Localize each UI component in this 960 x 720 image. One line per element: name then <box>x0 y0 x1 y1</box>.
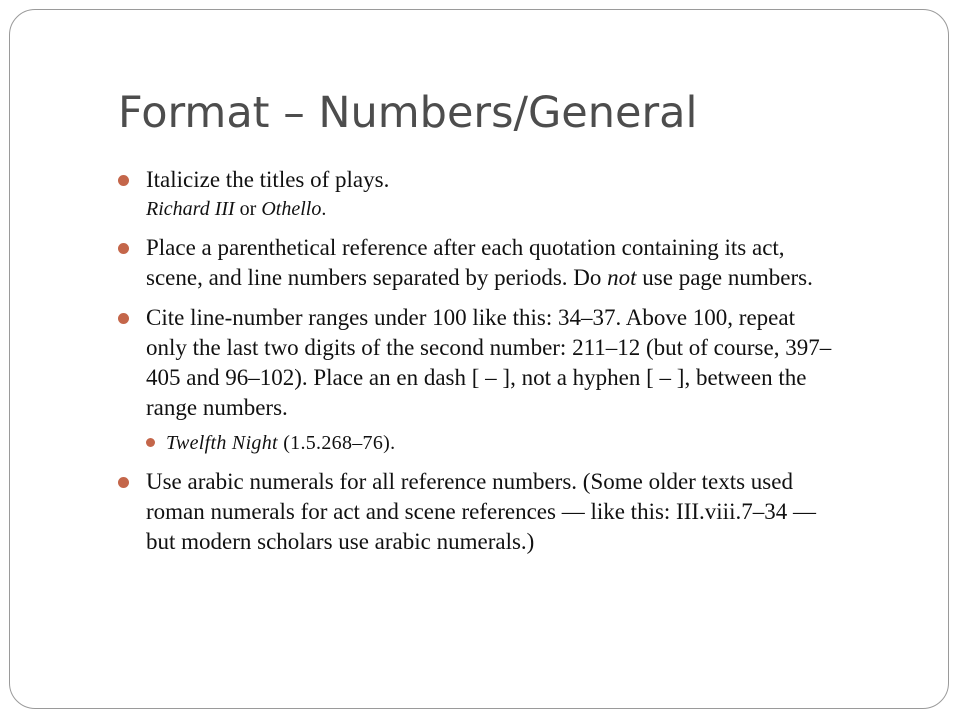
play-title-richard: Richard III <box>146 198 235 220</box>
bullet-dot-icon <box>118 477 129 488</box>
bullet-list <box>118 165 838 557</box>
bullet-italicize-titles <box>118 165 838 223</box>
bullet-parenthetical-reference <box>118 233 838 293</box>
sub-bullet-list <box>146 429 838 457</box>
bullet-joiner: or <box>234 198 262 220</box>
bullet-text: Cite line-number ranges under 100 like this: 34–37. Above 100, repeat only the last two digits of the second number: 211–12 (but of course, 397–405 and 96–102). Place an en dash [ – ], not a hyphen [ – ], between the range numbers. <box>146 305 832 420</box>
bullet-emphasis: not <box>607 265 637 290</box>
slide <box>9 9 949 709</box>
slide-title: Format – Numbers/General <box>118 88 698 138</box>
bullet-text: Use arabic numerals for all reference numbers. (Some older texts used roman numerals for act and scene references — like this: III.viii.7–34 — but modern scholars use arabic numerals.) <box>146 469 816 554</box>
sub-bullet-dot-icon <box>146 438 155 447</box>
citation-example: (1.5.268–76). <box>277 432 396 454</box>
bullet-end: . <box>321 198 327 220</box>
bullet-example <box>146 195 838 223</box>
bullet-text-end: use page numbers. <box>636 265 813 290</box>
bullet-text: Italicize the titles of plays. <box>146 167 390 192</box>
bullet-dot-icon <box>118 313 129 324</box>
bullet-text: Place a parenthetical reference after each quotation containing its act, scene, and line numbers separated by periods. Do <box>146 235 785 290</box>
bullet-dot-icon <box>118 243 129 254</box>
play-title-othello: Othello <box>261 198 322 220</box>
play-title-twelfth-night: Twelfth Night <box>166 432 278 454</box>
bullet-arabic-numerals <box>118 467 838 557</box>
bullet-line-number-ranges <box>118 303 838 457</box>
sub-bullet-example <box>146 429 838 457</box>
slide-body <box>118 165 838 567</box>
bullet-dot-icon <box>118 175 129 186</box>
